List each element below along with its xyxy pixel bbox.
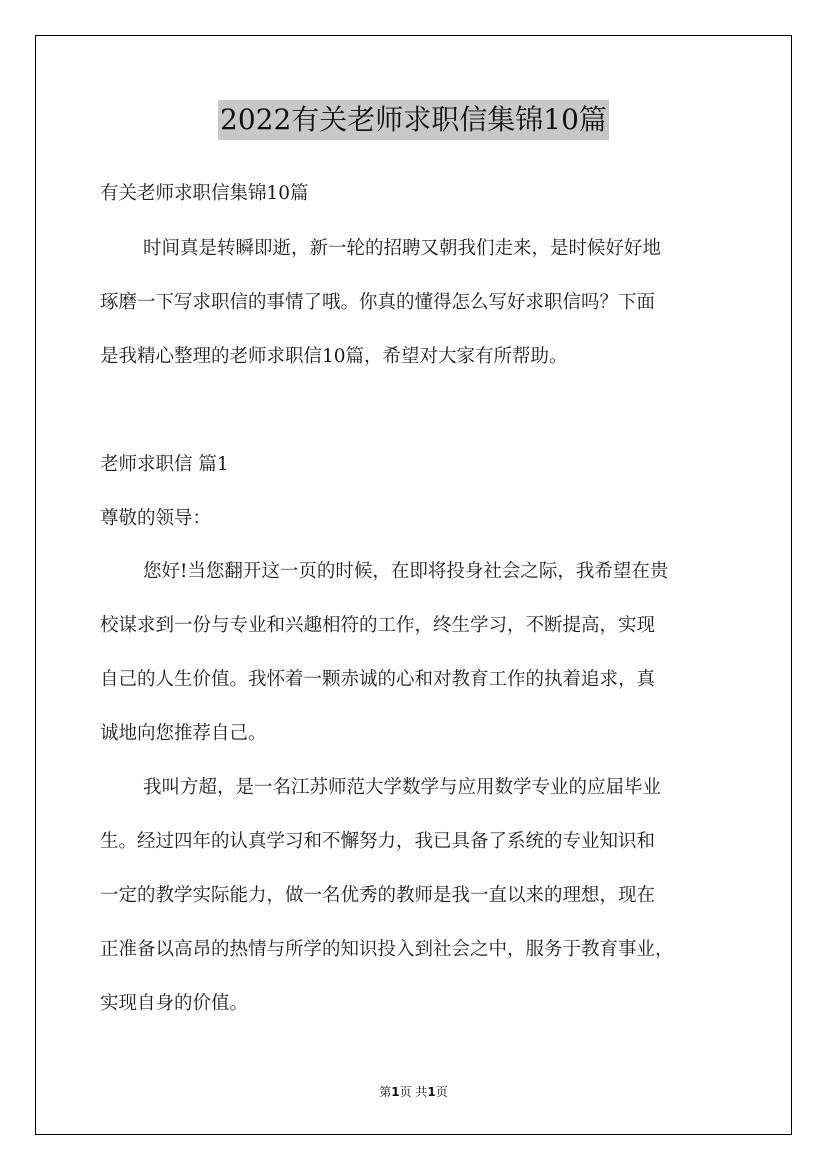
paragraph-line: 我叫方超，是一名江苏师范大学数学与应用数学专业的应届毕业 — [143, 777, 662, 798]
footer-current-page: 1 — [391, 1085, 400, 1099]
paragraph-line: 校谋求到一份与专业和兴趣相符的工作，终生学习，不断提高，实现 — [100, 615, 656, 636]
paragraph-line: 生。经过四年的认真学习和不懈努力，我已具备了系统的专业知识和 — [100, 831, 656, 852]
intro-line: 是我精心整理的老师求职信10篇，希望对大家有所帮助。 — [100, 346, 568, 367]
paragraph-line: 您好!当您翻开这一页的时候，在即将投身社会之际，我希望在贵 — [143, 561, 669, 582]
paragraph-line: 一定的教学实际能力，做一名优秀的教师是我一直以来的理想，现在 — [100, 885, 656, 906]
footer-total-pages: 1 — [427, 1085, 436, 1099]
paragraph-line: 正准备以高昂的热情与所学的知识投入到社会之中，服务于教育事业， — [100, 939, 674, 960]
paragraph-line: 诚地向您推荐自己。 — [100, 723, 267, 744]
document-subtitle: 有关老师求职信集锦10篇 — [100, 183, 309, 204]
section-heading: 老师求职信 篇1 — [100, 454, 229, 475]
footer-prefix: 第 — [379, 1085, 392, 1099]
footer-suffix: 页 — [435, 1085, 448, 1099]
salutation: 尊敬的领导： — [100, 508, 212, 529]
paragraph-line: 自己的人生价值。我怀着一颗赤诚的心和对教育工作的执着追求，真 — [100, 669, 656, 690]
paragraph-line: 实现自身的价值。 — [100, 993, 249, 1014]
intro-line: 琢磨一下写求职信的事情了哦。你真的懂得怎么写好求职信吗？下面 — [100, 292, 656, 313]
footer-mid: 页 共 — [399, 1085, 428, 1099]
intro-line: 时间真是转瞬即逝，新一轮的招聘又朝我们走来，是时候好好地 — [143, 238, 662, 259]
document-title: 2022有关老师求职信集锦10篇 — [218, 100, 609, 140]
title-container — [0, 100, 827, 140]
page-footer — [0, 1084, 827, 1100]
